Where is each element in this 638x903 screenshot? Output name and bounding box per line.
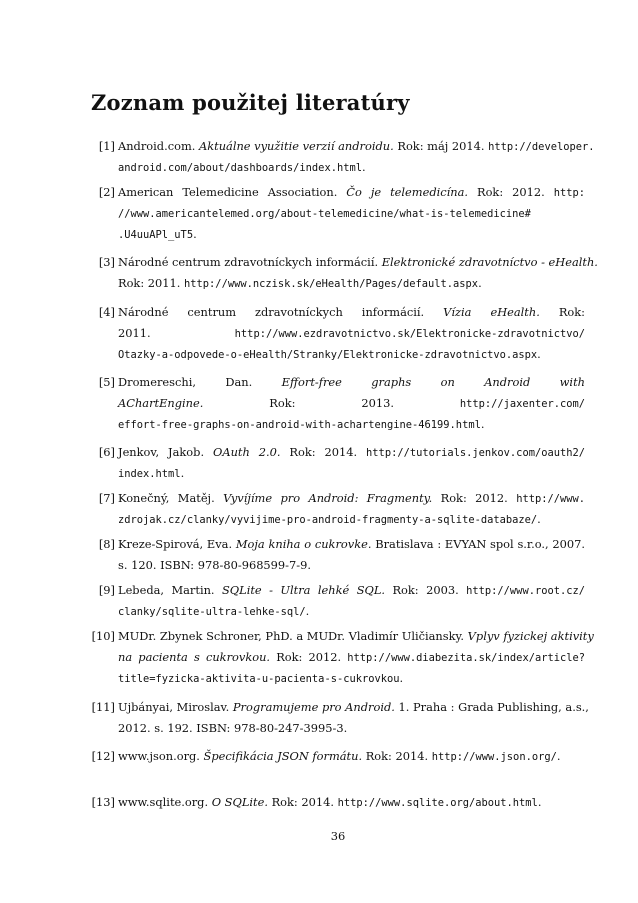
reference-item	[91, 626, 594, 689]
reference-line	[118, 488, 585, 509]
reference-number: [6]	[98, 445, 115, 459]
reference-number: [7]	[98, 491, 115, 505]
reference-text: Rok: 2014.	[267, 795, 338, 809]
reference-text: Kreze-Spirová, Eva.	[118, 537, 236, 551]
reference-text: .	[537, 795, 542, 809]
reference-text: Rok: 2013.	[203, 396, 460, 410]
reference-text: Ujbányai, Miroslav.	[118, 700, 233, 714]
reference-text: Bratislava : EVYAN spol s.r.o., 2007.	[371, 537, 585, 551]
reference-url-link[interactable]: android.com/about/dashboards/index.html	[118, 162, 362, 174]
reference-line	[118, 372, 585, 393]
reference-number: [10]	[91, 629, 115, 643]
reference-url-link[interactable]: http://tutorials.jenkov.com/oauth2/	[366, 447, 585, 459]
reference-text: s. 120. ISBN: 978-80-968599-7-9.	[118, 558, 311, 572]
reference-line	[118, 224, 585, 245]
reference-item	[91, 442, 585, 484]
reference-text: Jenkov, Jakob.	[118, 445, 213, 459]
reference-text: www.sqlite.org.	[118, 795, 212, 809]
reference-line	[118, 273, 585, 294]
reference-number: [12]	[91, 749, 115, 763]
reference-line	[118, 792, 585, 813]
reference-url-link[interactable]: http://www.nczisk.sk/eHealth/Pages/default.aspx	[184, 278, 479, 290]
reference-text: Národné centrum zdravotníckych informácií.	[118, 305, 444, 319]
reference-text: .	[478, 276, 482, 290]
reference-line	[118, 555, 585, 576]
reference-line	[118, 203, 585, 224]
reference-url-link[interactable]: //www.americantelemed.org/about-telemedicine/what-is-telemedicine#	[118, 208, 531, 220]
reference-url-link[interactable]: http:	[553, 187, 585, 199]
reference-text: Rok: 2012.	[432, 491, 517, 505]
reference-url-link[interactable]: http://www.ezdravotnictvo.sk/Elektronicke-zdravotnictvo/	[234, 328, 585, 340]
reference-url-link[interactable]: http://www.	[516, 493, 586, 505]
reference-item	[91, 252, 598, 294]
reference-title: Moja kniha o cukrovke.	[235, 537, 372, 551]
reference-line	[118, 668, 585, 689]
reference-url-link[interactable]: http://developer.	[488, 141, 595, 153]
reference-title: Vízia eHealth.	[443, 305, 540, 319]
reference-title: Vyvíjíme pro Android: Fragmenty.	[223, 491, 433, 505]
reference-number: [9]	[98, 583, 115, 597]
reference-title: na pacienta s cukrovkou.	[118, 650, 271, 664]
reference-title: Špecifikácia JSON formátu.	[203, 749, 363, 763]
reference-text: Národné centrum zdravotníckych informácií.	[118, 255, 382, 269]
reference-title: Vplyv fyzickej aktivity	[467, 629, 594, 643]
reference-number: [4]	[98, 305, 115, 319]
reference-text: Rok: 2011.	[118, 276, 185, 290]
reference-text: Dromereschi, Dan.	[118, 375, 282, 389]
reference-item	[91, 792, 585, 813]
reference-url-link[interactable]: index.html	[118, 468, 181, 480]
reference-text: .	[305, 604, 310, 618]
reference-line	[118, 302, 585, 323]
reference-title: Elektronické zdravotníctvo - eHealth.	[381, 255, 598, 269]
reference-title: Effort-free graphs on Android with	[281, 375, 585, 389]
reference-line	[118, 697, 589, 718]
reference-text: Android.com.	[118, 139, 199, 153]
reference-number: [8]	[98, 537, 115, 551]
reference-text: Rok: 2003.	[385, 583, 467, 597]
reference-line	[118, 344, 585, 365]
reference-item	[91, 534, 585, 576]
reference-title: O SQLite.	[211, 795, 268, 809]
reference-text: Rok:	[539, 305, 586, 319]
reference-line	[118, 509, 585, 530]
reference-item	[91, 372, 585, 435]
reference-item	[91, 136, 595, 178]
reference-text: Rok: 2014.	[280, 445, 367, 459]
reference-item	[91, 302, 585, 365]
reference-url-link[interactable]: http://www.sqlite.org/about.html	[337, 797, 538, 809]
reference-line	[118, 414, 585, 435]
reference-title: Čo je telemedicína.	[346, 185, 469, 199]
reference-text: .	[180, 466, 185, 480]
reference-url-link[interactable]: http://www.root.cz/	[466, 585, 585, 597]
section-heading: Zoznam použitej literatúry	[91, 90, 410, 115]
reference-item	[91, 746, 585, 767]
reference-text: Rok: 2012.	[468, 185, 554, 199]
reference-url-link[interactable]: effort-free-graphs-on-android-with-achartengine-46199.html	[118, 419, 481, 431]
reference-url-link[interactable]: http://jaxenter.com/	[459, 398, 585, 410]
reference-line	[118, 442, 585, 463]
reference-item	[91, 697, 589, 739]
reference-number: [11]	[91, 700, 115, 714]
reference-text: .	[537, 512, 541, 526]
reference-url-link[interactable]: Otazky-a-odpovede-o-eHealth/Stranky/Elektronicke-zdravotnictvo.aspx	[118, 349, 538, 361]
reference-text: Rok: máj 2014.	[393, 139, 489, 153]
reference-url-link[interactable]: http://www.diabezita.sk/index/article?	[347, 652, 585, 664]
reference-item	[91, 182, 585, 245]
reference-line	[118, 626, 594, 647]
reference-line	[118, 746, 585, 767]
reference-number: [3]	[98, 255, 115, 269]
reference-item	[91, 580, 585, 622]
reference-url-link[interactable]: zdrojak.cz/clanky/vyvijime-pro-android-fragmenty-a-sqlite-databaze/	[118, 514, 538, 526]
reference-text: Konečný, Matěj.	[118, 491, 224, 505]
reference-title: Programujeme pro Android.	[232, 700, 395, 714]
reference-text: .	[399, 671, 404, 685]
reference-text: MUDr. Zbynek Schroner, PhD. a MUDr. Vladimír Uličiansky.	[118, 629, 468, 643]
reference-line	[118, 647, 585, 668]
reference-line	[118, 136, 595, 157]
reference-line	[118, 534, 585, 555]
reference-number: [5]	[98, 375, 115, 389]
reference-url-link[interactable]: .U4uuAPl_uT5	[118, 229, 194, 241]
reference-text: .	[556, 749, 561, 763]
reference-line	[118, 323, 585, 344]
reference-title: SQLite - Ultra lehké SQL.	[222, 583, 386, 597]
reference-line	[118, 463, 585, 484]
reference-url-link[interactable]: clanky/sqlite-ultra-lehke-sql/	[118, 606, 306, 618]
reference-line	[118, 182, 585, 203]
reference-text: 2012. s. 192. ISBN: 978-80-247-3995-3.	[118, 721, 348, 735]
reference-number: [1]	[98, 139, 115, 153]
reference-line	[118, 252, 598, 273]
reference-text: .	[361, 160, 366, 174]
reference-text: .	[480, 417, 485, 431]
reference-line	[118, 393, 585, 414]
reference-text: Rok: 2012.	[270, 650, 348, 664]
reference-item	[91, 488, 585, 530]
reference-text: Lebeda, Martin.	[118, 583, 222, 597]
reference-text: Rok: 2014.	[362, 749, 432, 763]
reference-number: [13]	[91, 795, 115, 809]
page-number: 36	[330, 829, 346, 843]
reference-line	[118, 157, 585, 178]
reference-title: Aktuálne využitie verzií androidu.	[199, 139, 394, 153]
reference-number: [2]	[98, 185, 115, 199]
reference-title: AChartEngine.	[118, 396, 204, 410]
reference-url-link[interactable]: title=fyzicka-aktivita-u-pacienta-s-cukrovkou	[118, 673, 400, 685]
reference-text: 1. Praha : Grada Publishing, a.s.,	[394, 700, 589, 714]
reference-line	[118, 580, 585, 601]
reference-text: www.json.org.	[118, 749, 204, 763]
reference-text: American Telemedicine Association.	[118, 185, 347, 199]
reference-line	[118, 601, 585, 622]
reference-text: 2011.	[118, 326, 235, 340]
reference-text: .	[537, 347, 541, 361]
reference-text: .	[193, 227, 197, 241]
document-page	[91, 0, 598, 903]
reference-title: OAuth 2.0.	[213, 445, 281, 459]
reference-line	[118, 718, 585, 739]
reference-url-link[interactable]: http://www.json.org/	[431, 751, 557, 763]
